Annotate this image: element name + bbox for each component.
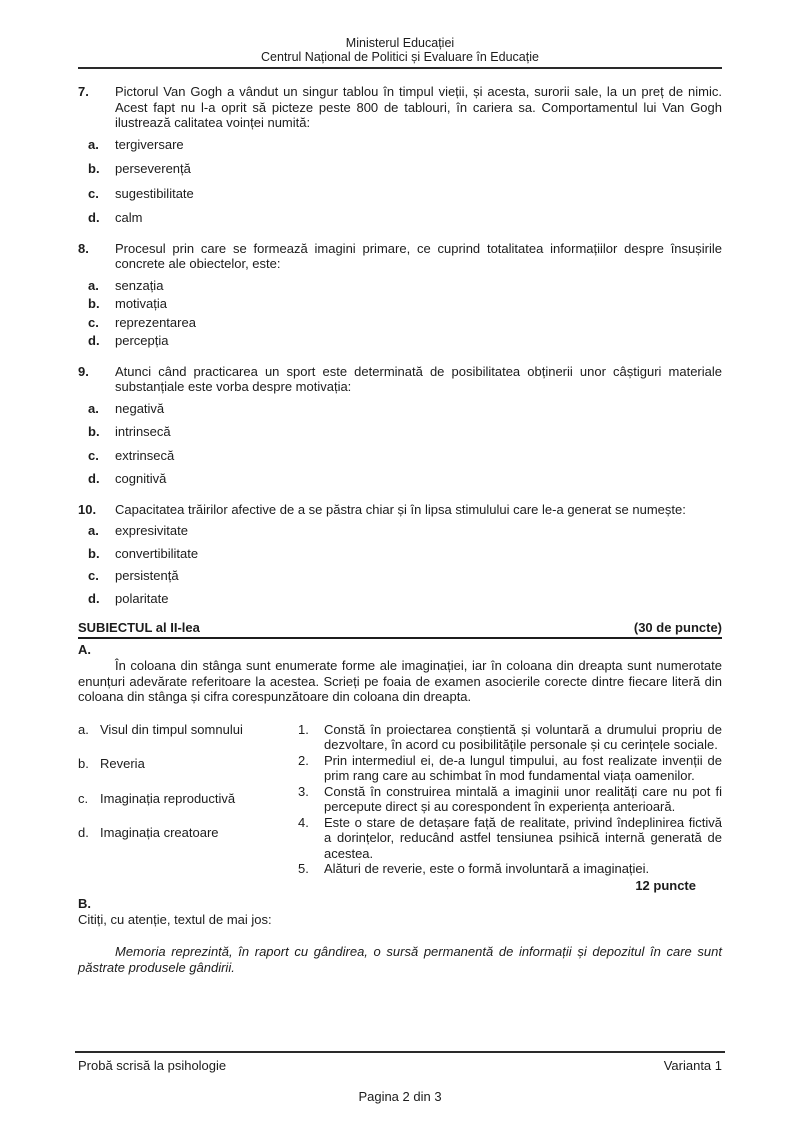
option-8a (78, 278, 722, 294)
option-9b-letter: b. (88, 424, 100, 439)
question-10 (78, 502, 722, 607)
question-10-row (78, 502, 722, 518)
match-statement-2 (298, 753, 722, 784)
match-item-b-text: Reveria (100, 756, 145, 771)
option-10d-letter: d. (88, 590, 100, 606)
question-7-row (78, 84, 722, 131)
matching-right-column (298, 722, 722, 894)
option-9c-letter: c. (88, 447, 99, 463)
subject2-title: SUBIECTUL al II-lea (78, 620, 200, 635)
match-statement-5-number: 5. (298, 861, 309, 876)
match-statement-5-text: Alături de reverie, este o formă involuntară a imaginației. (324, 861, 650, 876)
option-10d-text: polaritate (115, 590, 169, 606)
match-item-c (78, 791, 298, 807)
option-7b-text: perseverență (115, 161, 191, 176)
match-statement-4 (298, 815, 722, 862)
match-item-d-text: Imaginația creatoare (100, 825, 219, 840)
question-8-options (78, 278, 722, 349)
match-statement-4-number: 4. (298, 814, 309, 830)
document-header (78, 36, 722, 69)
option-9a-letter: a. (88, 400, 99, 416)
question-9-number: 9. (78, 363, 89, 379)
question-7-options (78, 137, 722, 226)
match-item-d (78, 825, 298, 841)
match-item-c-letter: c. (78, 790, 89, 806)
option-10b (78, 546, 722, 562)
footer-page-number: Pagina 2 din 3 (358, 1088, 442, 1104)
question-10-number: 10. (78, 501, 97, 517)
match-statement-4-text: Este o stare de detașare față de realitate, privind îndeplinirea fictivă a dorințelor, reducând astfel tensiunea psihică internă generată de acestea. (324, 814, 722, 861)
footer-subject: Probă scrisă la psihologie (78, 1058, 227, 1073)
option-10a-text: expresivitate (115, 523, 188, 538)
option-9c-text: extrinsecă (115, 447, 175, 463)
part-b-label: B. (78, 896, 91, 911)
match-item-b (78, 756, 298, 772)
question-10-text: Capacitatea trăirilor afective de a se păstra chiar și în lipsa stimulului care le-a generat se numește: (115, 501, 686, 517)
option-8a-text: senzația (115, 277, 164, 293)
option-7c (78, 186, 722, 202)
question-8-row (78, 241, 722, 272)
option-9b-text: intrinsecă (115, 424, 171, 439)
option-7b (78, 161, 722, 177)
part-a-points: 12 puncte (635, 877, 696, 893)
option-7c-letter: c. (88, 185, 99, 201)
match-statement-3 (298, 784, 722, 815)
option-8d-text: percepția (115, 333, 169, 348)
option-8a-letter: a. (88, 277, 99, 293)
question-7 (78, 84, 722, 226)
match-statement-1-text: Constă în proiectarea conștientă și voluntară a drumului propriu de dezvoltare, în acord cu posibilitățile personale și cu cerințele sociale. (324, 721, 722, 752)
question-9 (78, 364, 722, 487)
question-7-number: 7. (78, 84, 89, 99)
question-9-text: Atunci când practicarea un sport este determinată de posibilitatea obținerii unor câștiguri materiale substanțiale este vorba despre motivația: (115, 363, 722, 394)
option-7a-letter: a. (88, 136, 99, 152)
match-item-a-text: Visul din timpul somnului (100, 721, 243, 737)
option-8c-text: reprezentarea (115, 314, 196, 330)
option-10c (78, 568, 722, 584)
option-9a-text: negativă (115, 400, 165, 416)
option-7d-letter: d. (88, 210, 100, 225)
option-7a-text: tergiversare (115, 136, 184, 152)
option-8d (78, 333, 722, 349)
question-9-row (78, 364, 722, 395)
option-10b-text: convertibilitate (115, 545, 199, 561)
option-9d-text: cognitivă (115, 471, 167, 486)
match-item-a-letter: a. (78, 721, 89, 737)
option-10b-letter: b. (88, 545, 100, 561)
header-center: Centrul Național de Politici și Evaluare în Educație (261, 50, 539, 64)
option-8c (78, 315, 722, 331)
part-b (78, 896, 722, 975)
matching-left-column (78, 722, 298, 894)
question-9-options (78, 401, 722, 487)
option-7d (78, 210, 722, 226)
option-9c (78, 448, 722, 464)
option-10c-text: persistență (115, 568, 179, 583)
option-8b-letter: b. (88, 296, 100, 311)
footer-row (75, 1058, 725, 1074)
part-a-label: A. (78, 641, 91, 657)
match-item-d-letter: d. (78, 825, 89, 840)
option-10a-letter: a. (88, 523, 99, 538)
subject2-heading (78, 620, 722, 639)
footer-variant: Varianta 1 (663, 1058, 722, 1073)
part-b-quote: Memoria reprezintă, în raport cu gândirea, o sursă permanentă de informații și depozitul în care sunt păstrate produsele gândirii. (78, 944, 722, 975)
match-statement-3-text: Constă în construirea mintală a imaginii unor realități care nu pot fi percepute direct și au corespondent în experiența anterioară. (324, 783, 722, 814)
option-10d (78, 591, 722, 607)
question-8 (78, 241, 722, 349)
option-8d-letter: d. (88, 333, 100, 348)
option-9d (78, 471, 722, 487)
question-8-text: Procesul prin care se formează imagini primare, ce cuprind totalitatea informațiilor despre însușirile concrete ale obiectelor, este: (115, 240, 722, 271)
match-statement-5 (298, 861, 722, 877)
option-8b (78, 296, 722, 312)
option-10c-letter: c. (88, 568, 99, 583)
match-item-c-text: Imaginația reproductivă (100, 790, 236, 806)
option-8c-letter: c. (88, 314, 99, 330)
match-statement-1-number: 1. (298, 721, 309, 737)
question-7-text: Pictorul Van Gogh a vândut un singur tablou în timpul vieții, și acesta, surorii sale, la un preț de nimic. Acest fapt nu l-a oprit să picteze peste 800 de tablouri, în cariera sa. Comportamentul lui Van Gogh ilustrează calitatea voinței numită: (115, 84, 722, 130)
option-9a (78, 401, 722, 417)
option-8b-text: motivația (115, 296, 168, 311)
option-9b (78, 424, 722, 440)
question-10-options (78, 523, 722, 606)
match-statement-1 (298, 722, 722, 753)
option-7d-text: calm (115, 210, 143, 225)
option-7c-text: sugestibilitate (115, 185, 194, 201)
match-statement-2-number: 2. (298, 752, 309, 768)
option-9d-letter: d. (88, 471, 100, 486)
match-statement-2-text: Prin intermediul ei, de-a lungul timpului, au fost realizate invenții de prim rang care au schimbat în mod fundamental viața oamenilor. (324, 752, 722, 783)
option-7b-letter: b. (88, 161, 100, 176)
match-item-b-letter: b. (78, 756, 89, 771)
match-item-a (78, 722, 298, 738)
question-8-number: 8. (78, 240, 89, 256)
match-statement-3-number: 3. (298, 783, 309, 799)
page-footer (75, 1051, 725, 1104)
matching-exercise (78, 722, 722, 894)
subject2-points: (30 de puncte) (633, 620, 722, 635)
part-a-intro: În coloana din stânga sunt enumerate forme ale imaginației, iar în coloana din dreapta sunt numerotate enunțuri adevărate referitoare la acestea. Scrieți pe foaia de examen asocierile corecte dintre fiecare literă din coloana din stânga și cifra corespunzătoare din coloana din dreapta. (78, 658, 722, 704)
option-7a (78, 137, 722, 153)
header-ministry: Ministerul Educației (345, 36, 455, 50)
part-b-instruction: Citiți, cu atenție, textul de mai jos: (78, 911, 272, 927)
option-10a (78, 523, 722, 539)
